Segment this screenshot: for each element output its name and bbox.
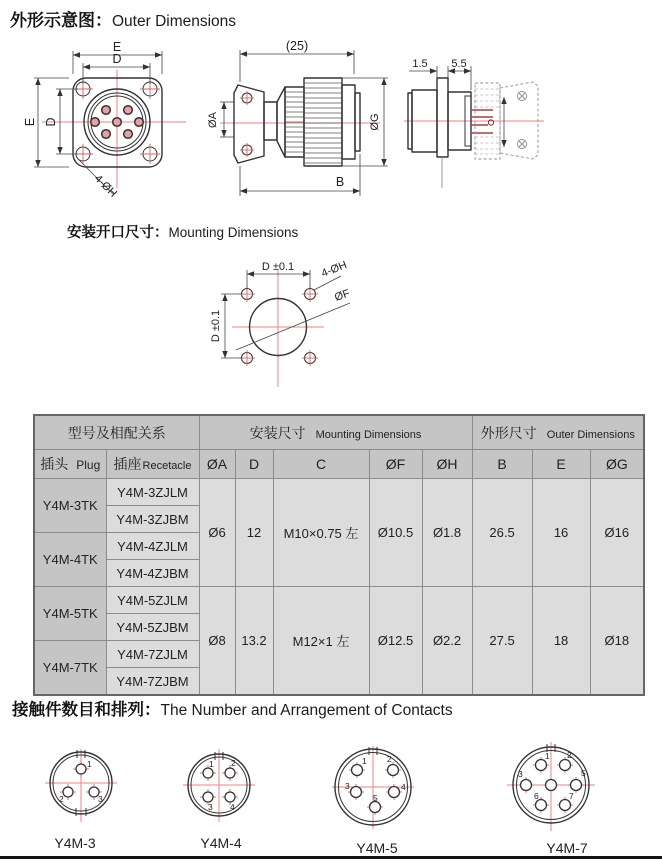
plug-model: Y4M-4TK bbox=[34, 533, 106, 587]
value-og: Ø16 bbox=[590, 479, 644, 587]
dim-label-oa: ØA bbox=[207, 112, 219, 128]
receptacle-model: Y4M-7ZJBM bbox=[106, 668, 199, 696]
section-title-mounting-zh: 安装开口尺寸： bbox=[67, 225, 169, 241]
pin-number: 2 bbox=[231, 758, 236, 768]
diagram-label-y4m5: Y4M-5 bbox=[356, 840, 398, 856]
pin-number: 3 bbox=[345, 781, 350, 791]
section-title-contacts-zh: 接触件数目和排列： bbox=[12, 701, 161, 719]
value-b: 26.5 bbox=[472, 479, 532, 587]
pin-number: 3 bbox=[208, 802, 213, 812]
header-col-e: E bbox=[532, 450, 590, 479]
pin-number: 2 bbox=[567, 750, 572, 760]
contact-diagram-y4m4 bbox=[180, 747, 258, 825]
section-title-contacts bbox=[12, 696, 453, 720]
receptacle-side-view-drawing bbox=[396, 40, 581, 195]
value-oa: Ø8 bbox=[199, 587, 235, 696]
section-title-mounting-en: Mounting Dimensions bbox=[168, 225, 299, 240]
receptacle-model: Y4M-4ZJLM bbox=[106, 533, 199, 560]
dim-label-e-top: E bbox=[112, 40, 122, 54]
dim-label-d-left: D bbox=[44, 117, 58, 127]
receptacle-model: Y4M-5ZJBM bbox=[106, 614, 199, 641]
header-col-oh: ØH bbox=[422, 450, 472, 479]
pin-number: 4 bbox=[230, 802, 235, 812]
section-title-contacts-en: The Number and Arrangement of Contacts bbox=[160, 702, 453, 719]
plug-model: Y4M-5TK bbox=[34, 587, 106, 641]
pin-number: 5 bbox=[373, 793, 378, 803]
header-receptacle: 插座Recetacle bbox=[106, 450, 199, 479]
receptacle-model: Y4M-4ZJBM bbox=[106, 560, 199, 587]
header-model-group: 型号及相配关系 bbox=[34, 415, 199, 450]
value-b: 27.5 bbox=[472, 587, 532, 696]
header-col-d: D bbox=[235, 450, 273, 479]
value-og: Ø18 bbox=[590, 587, 644, 696]
dim-label-mount-holes: 4-ØH bbox=[319, 259, 349, 280]
contact-diagram-y4m3 bbox=[42, 747, 120, 825]
pin-number: 2 bbox=[387, 754, 392, 764]
section-title-outer-en: Outer Dimensions bbox=[112, 13, 237, 30]
knurl-band-1 bbox=[285, 92, 304, 152]
dim-label-e-left: E bbox=[23, 117, 37, 127]
value-d: 12 bbox=[235, 479, 273, 587]
header-mounting-group: 安装尺寸 Mounting Dimensions bbox=[199, 415, 472, 450]
header-col-oa: ØA bbox=[199, 450, 235, 479]
value-c: M12×1 左 bbox=[273, 587, 369, 696]
receptacle-model: Y4M-3ZJLM bbox=[106, 479, 199, 506]
pin-number: 5 bbox=[581, 768, 586, 778]
contact-diagram-y4m7 bbox=[505, 741, 597, 833]
mounting-pattern-drawing bbox=[160, 247, 440, 399]
dim-label-front-holes: 4-ØH bbox=[91, 172, 119, 200]
header-plug: 插头 Plug bbox=[34, 450, 106, 479]
header-col-of: ØF bbox=[369, 450, 422, 479]
receptacle-model: Y4M-5ZJLM bbox=[106, 587, 199, 614]
dim-label-55: 5.5 bbox=[451, 58, 467, 70]
pin-number: 4 bbox=[401, 782, 406, 792]
section-title-outer bbox=[10, 6, 236, 31]
value-oh: Ø1.8 bbox=[422, 479, 472, 587]
value-e: 16 bbox=[532, 479, 590, 587]
value-oa: Ø6 bbox=[199, 479, 235, 587]
value-oh: Ø2.2 bbox=[422, 587, 472, 696]
pin-number: 3 bbox=[98, 794, 103, 804]
header-outer-group: 外形尺寸 Outer Dimensions bbox=[472, 415, 644, 450]
contact-diagram-y4m5 bbox=[330, 745, 416, 831]
receptacle-model: Y4M-7ZJLM bbox=[106, 641, 199, 668]
dim-label-25: (25) bbox=[285, 39, 309, 53]
pin-number: 7 bbox=[569, 791, 574, 801]
pin-number: 1 bbox=[87, 759, 92, 769]
contacts bbox=[348, 762, 402, 815]
header-col-og: ØG bbox=[590, 450, 644, 479]
pin-number: 3 bbox=[518, 769, 523, 779]
dim-label-b: B bbox=[335, 175, 345, 189]
diagram-label-y4m7: Y4M-7 bbox=[546, 840, 588, 856]
receptacle-model: Y4M-3ZJBM bbox=[106, 506, 199, 533]
knurl-band-2 bbox=[304, 83, 342, 163]
pin-number: 6 bbox=[534, 791, 539, 801]
header-col-c: C bbox=[273, 450, 369, 479]
dim-label-of: ØF bbox=[333, 287, 352, 304]
value-c: M10×0.75 左 bbox=[273, 479, 369, 587]
section-title-mounting bbox=[67, 221, 298, 242]
dim-label-d-top: D ±0.1 bbox=[261, 261, 295, 273]
diagram-label-y4m3: Y4M-3 bbox=[54, 835, 96, 851]
plug-side-view-drawing bbox=[202, 38, 402, 208]
pin-number: 1 bbox=[362, 756, 367, 766]
dim-label-d-top: D bbox=[112, 52, 122, 66]
diagram-label-y4m4: Y4M-4 bbox=[200, 835, 242, 851]
value-of: Ø10.5 bbox=[369, 479, 422, 587]
front-view-drawing bbox=[18, 36, 208, 206]
pin-number: 2 bbox=[59, 794, 64, 804]
section-title-outer-zh: 外形示意图： bbox=[10, 11, 112, 30]
spec-table bbox=[33, 414, 645, 696]
dim-label-og: ØG bbox=[369, 113, 381, 131]
plug-model: Y4M-7TK bbox=[34, 641, 106, 696]
value-of: Ø12.5 bbox=[369, 587, 422, 696]
pin-number: 1 bbox=[209, 759, 214, 769]
bottom-rule bbox=[0, 856, 662, 859]
value-e: 18 bbox=[532, 587, 590, 696]
value-d: 13.2 bbox=[235, 587, 273, 696]
dim-label-15: 1.5 bbox=[412, 58, 428, 70]
plug-model: Y4M-3TK bbox=[34, 479, 106, 533]
pin-number: 1 bbox=[545, 751, 550, 761]
dim-label-d-left: D ±0.1 bbox=[210, 309, 222, 343]
header-col-b: B bbox=[472, 450, 532, 479]
